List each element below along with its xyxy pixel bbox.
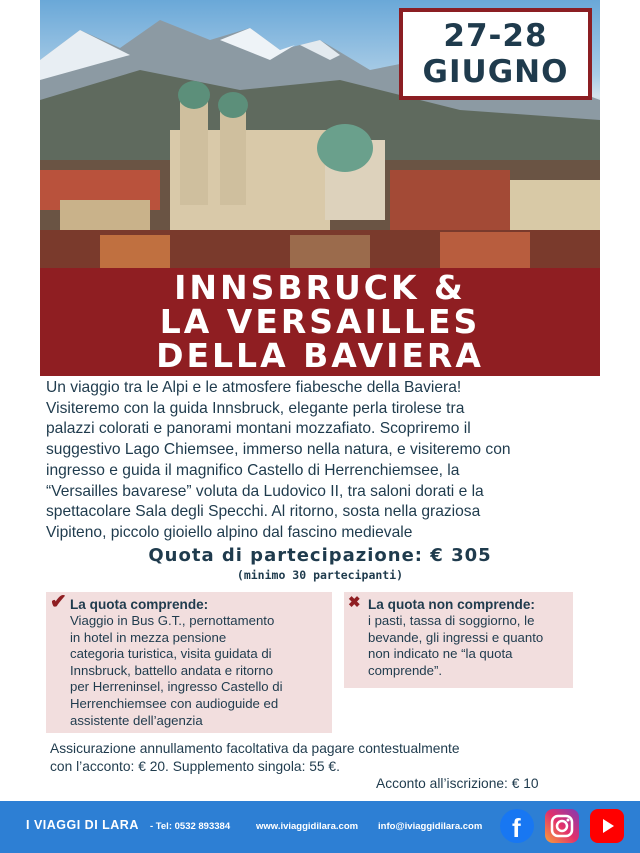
includes-line: categoria turistica, visita guidata di	[70, 646, 272, 662]
title-line-2: LA VERSAILLES	[159, 302, 481, 341]
intro-line: ingresso e guida il magnifico Castello di Herrenchiemsee, la	[46, 461, 460, 479]
check-icon: ✔	[50, 591, 67, 613]
date-badge	[399, 8, 592, 100]
intro-line: palazzi colorati e panorami montani mozzafiato. Scopriremo il	[46, 420, 471, 438]
phone-number: - Tel: 0532 893384	[150, 821, 231, 832]
price-label: Quota di partecipazione: € 305	[148, 545, 492, 566]
intro-line: suggestivo Lago Chiemsee, immerso nella natura, e visiteremo con	[46, 441, 511, 459]
deposit-note: Acconto all’iscrizione: € 10	[376, 776, 539, 791]
includes-line: Innsbruck, battello andata e ritorno	[70, 662, 274, 678]
title-line-1: INNSBRUCK &	[174, 268, 466, 307]
includes-line: Viaggio in Bus G.T., pernottamento	[70, 613, 275, 628]
intro-line: Vipiteno, piccolo gioiello alpino dal fascino medievale	[46, 523, 413, 541]
title-banner	[40, 268, 600, 376]
includes-line: per Herreninsel, ingresso Castello di	[70, 679, 283, 695]
supplement-line: con l’acconto: € 20. Supplemento singola: 55 €.	[50, 759, 340, 774]
includes-line: Herrenchiemsee con audioguide ed	[70, 695, 279, 711]
includes-box	[46, 592, 332, 733]
intro-text	[46, 378, 606, 544]
facebook-icon[interactable]	[500, 809, 534, 843]
insurance-line: Assicurazione annullamento facoltativa da pagare contestualmente	[50, 741, 460, 756]
includes-line: in hotel in mezza pensione	[70, 629, 227, 645]
insurance-note	[50, 740, 570, 776]
intro-line: spettacolare Sala degli Specchi. Al ritorno, sosta nella graziosa	[46, 503, 481, 521]
excludes-line: non indicato ne “la quota	[368, 646, 513, 662]
youtube-icon[interactable]	[590, 809, 624, 843]
footer-bar	[0, 801, 640, 853]
minimum-participants: (minimo 30 partecipanti)	[236, 568, 404, 582]
date-month: GIUGNO	[422, 54, 569, 90]
title-line-3: DELLA BAVIERA	[156, 336, 484, 375]
intro-line: Visiteremo con la guida Innsbruck, elegante perla tirolese tra	[46, 399, 465, 417]
excludes-box	[344, 592, 573, 688]
excludes-line: comprende”.	[368, 662, 443, 678]
excludes-heading: La quota non comprende:	[368, 597, 535, 612]
excludes-line: bevande, gli ingressi e quanto	[368, 629, 544, 645]
intro-line: “Versailles bavarese” voluta da Ludovico II, tra saloni dorati e la	[46, 482, 484, 500]
brand-name: I VIAGGI DI LARA	[26, 818, 139, 832]
svg-text:f: f	[512, 813, 521, 843]
includes-line: assistente dell’agenzia	[70, 712, 203, 728]
email-link[interactable]: info@iviaggidilara.com	[378, 821, 483, 832]
website-link[interactable]: www.iviaggidilara.com	[256, 821, 359, 832]
intro-line: Un viaggio tra le Alpi e le atmosfere fiabesche della Baviera!	[46, 379, 462, 396]
instagram-icon[interactable]	[545, 809, 579, 843]
excludes-line: i pasti, tassa di soggiorno, le	[368, 613, 535, 628]
date-days: 27-28	[443, 18, 548, 54]
cross-icon: ✖	[348, 594, 361, 611]
includes-heading: La quota comprende:	[70, 597, 209, 612]
